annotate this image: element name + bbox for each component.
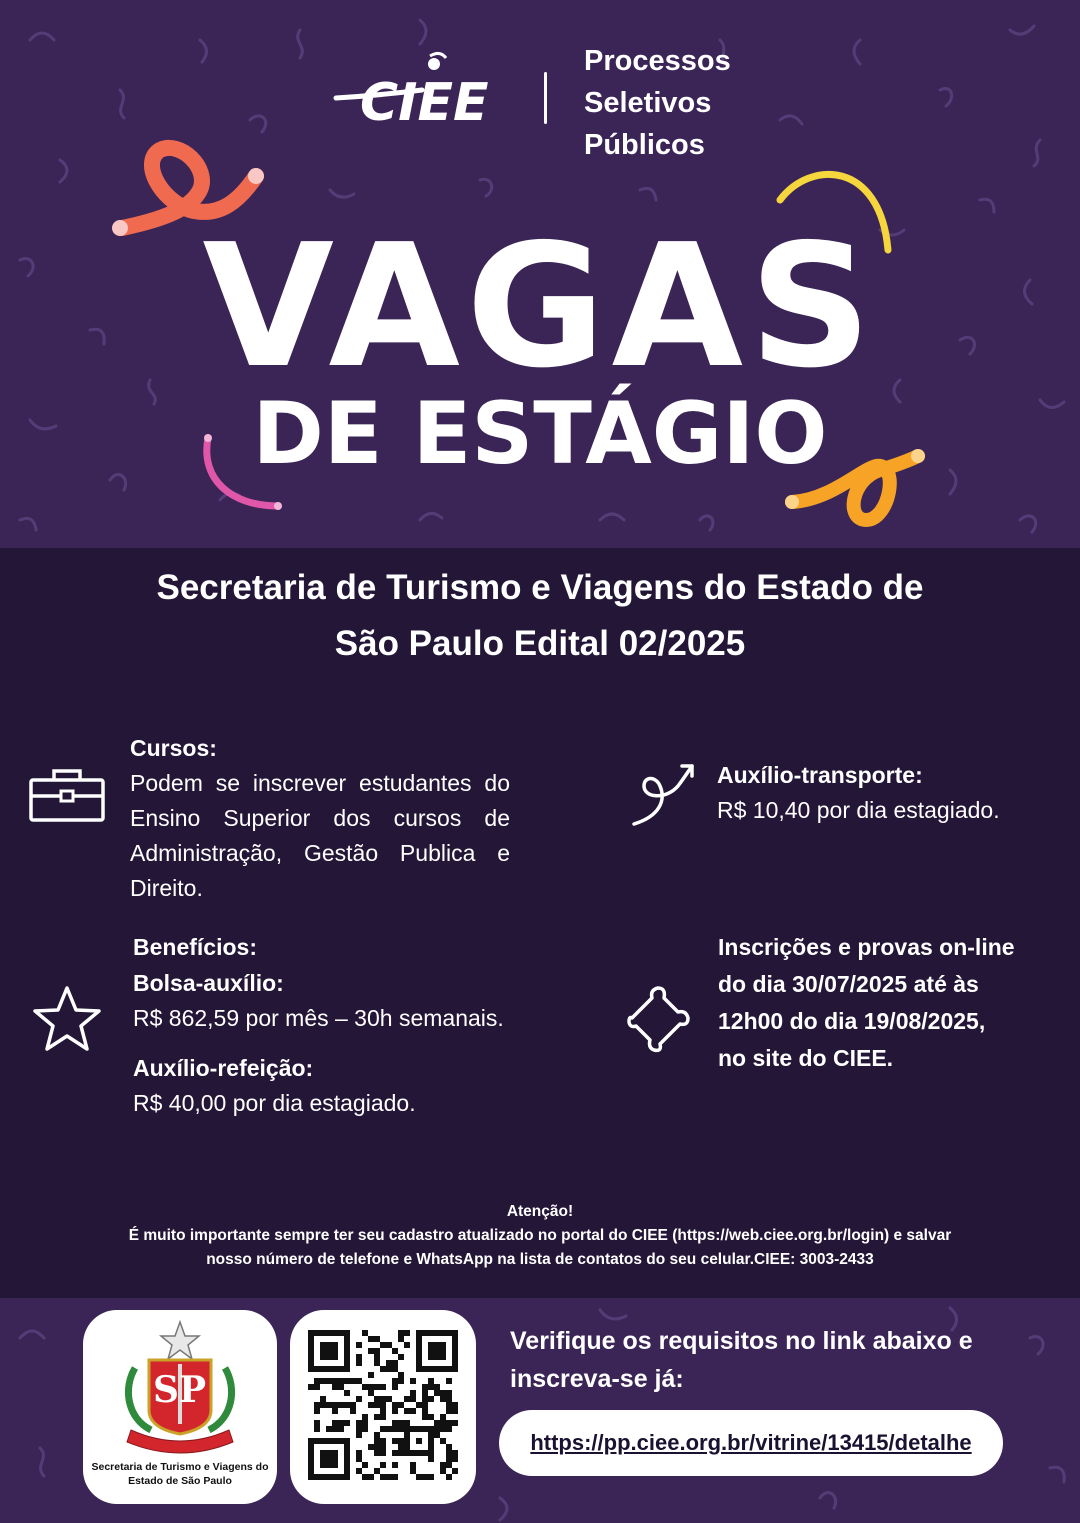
courses-text: Podem se inscrever estudantes do Ensino Superior dos cursos de Administração, Gestão Publica e Direito. [130, 770, 510, 901]
tagline-line-2: Seletivos [584, 87, 712, 119]
attention-title: Atenção! [506, 1203, 574, 1220]
briefcase-icon [28, 768, 106, 824]
tagline-line-1: Processos [584, 45, 731, 77]
attention-line-2: nosso número de telefone e WhatsApp na lista de contatos do seu celular.CIEE: 3003-2433 [206, 1251, 874, 1268]
vitrine-link[interactable]: https://pp.ciee.org.br/vitrine/13415/detalhe [530, 1430, 972, 1455]
registration-line-1: Inscrições e provas on-line [718, 934, 1015, 960]
tagline-line-3: Públicos [584, 129, 705, 161]
qr-code-card[interactable] [290, 1310, 476, 1504]
registration-line-4: no site do CIEE. [718, 1045, 894, 1071]
stipend-heading: Bolsa-auxílio: [133, 970, 284, 996]
organization-title-line-1: Secretaria de Turismo e Viagens do Estado de [156, 568, 924, 607]
footer-section [0, 1298, 1080, 1523]
seal-caption-line-1: Secretaria de Turismo e Viagens do [91, 1461, 269, 1473]
seal-caption [89, 1460, 271, 1488]
meal-heading: Auxílio-refeição: [133, 1055, 314, 1081]
registration-line-2: do dia 30/07/2025 até às [718, 971, 979, 997]
transport-text: R$ 10,40 por dia estagiado. [717, 797, 1000, 823]
registration-line-3: 12h00 do dia 19/08/2025, [718, 1008, 986, 1034]
verify-line-2: inscreva-se já: [510, 1365, 684, 1393]
stipend-text: R$ 862,59 por mês – 30h semanais. [133, 1005, 504, 1031]
route-arrow-icon [630, 760, 700, 830]
ciee-logo-text: CIEE [360, 73, 489, 133]
seal-letters: SP [153, 1369, 207, 1411]
qr-code-icon[interactable] [308, 1330, 458, 1480]
organization-title [60, 560, 1020, 672]
sp-seal-card [83, 1310, 277, 1504]
meal-text: R$ 40,00 por dia estagiado. [133, 1090, 416, 1116]
title-vagas: VAGAS [202, 208, 878, 406]
seal-caption-line-2: Estado de São Paulo [128, 1475, 232, 1487]
title-de-estagio: DE ESTÁGIO [252, 384, 828, 484]
sp-coat-of-arms-icon [117, 1318, 243, 1458]
transport-block [717, 757, 1047, 828]
verify-line-1: Verifique os requisitos no link abaixo e [510, 1327, 973, 1355]
registration-block [718, 929, 1058, 1077]
benefits-heading: Benefícios: [133, 934, 257, 960]
benefits-block [133, 929, 563, 1121]
puzzle-icon [626, 984, 696, 1054]
organization-title-line-2: São Paulo Edital 02/2025 [334, 624, 746, 663]
courses-heading: Cursos: [130, 735, 217, 761]
courses-block [130, 730, 510, 906]
link-pill[interactable] [499, 1410, 1003, 1476]
star-icon [32, 984, 102, 1054]
transport-heading: Auxílio-transporte: [717, 762, 923, 788]
verify-text [510, 1322, 1030, 1398]
hero-section [0, 0, 1080, 548]
attention-notice [60, 1200, 1020, 1272]
attention-line-1: É muito importante sempre ter seu cadastro atualizado no portal do CIEE (https://web.ciee.org.br/login) e salvar [128, 1227, 952, 1244]
